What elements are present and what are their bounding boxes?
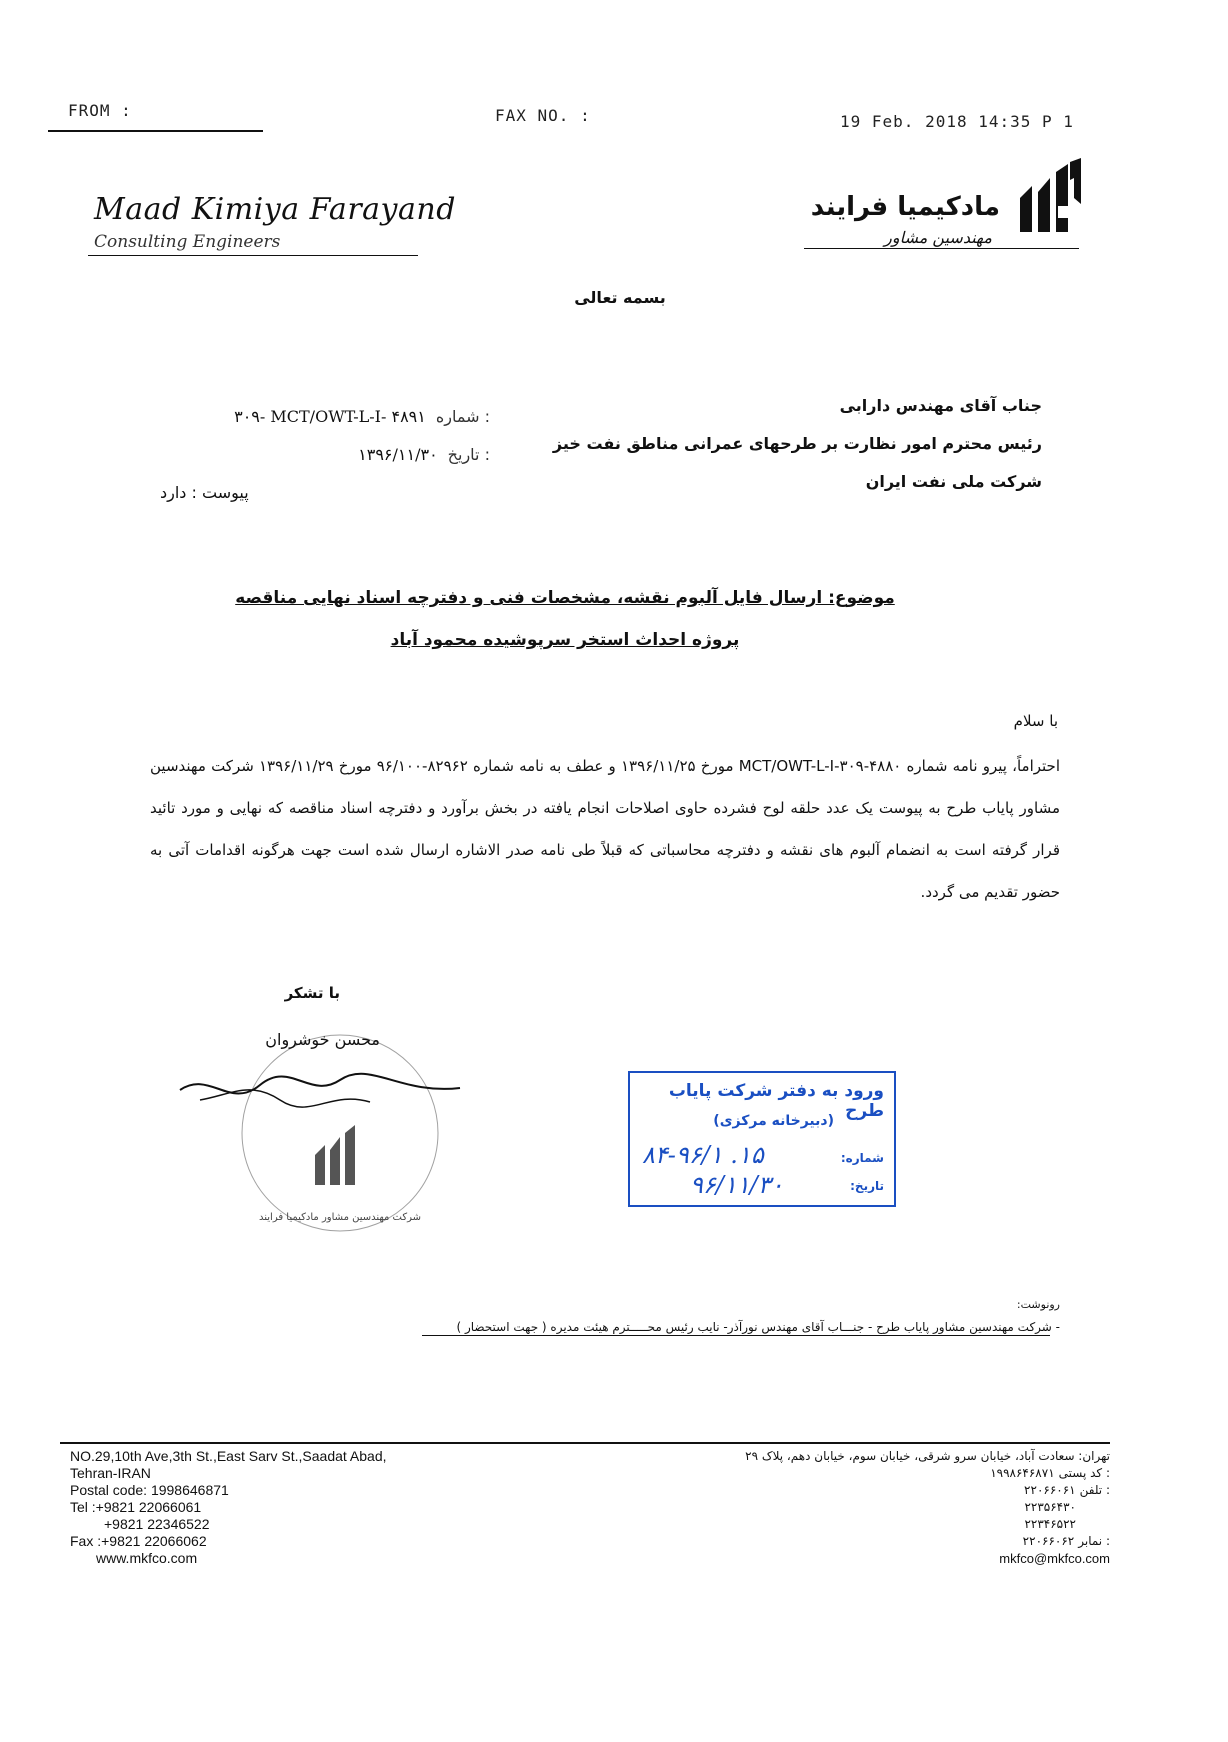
footer-postal-fa: ۱۹۹۸۶۴۶۸۷۱ — [990, 1466, 1055, 1480]
fax-from-label: FROM : — [68, 101, 132, 120]
subject-line-1: موضوع: ارسال فایل آلبوم نقشه، مشخصات فنی و دفترچه اسناد نهایی مناقصه — [235, 588, 895, 608]
letter-number-label: شماره : — [435, 407, 490, 426]
footer-contact-en — [70, 1448, 387, 1567]
cc-text: - شرکت مهندسین مشاور پایاب طرح - جنـــاب آقای مهندس نورآذر- نایب رئیس محـــــترم هیئت مدیره ( جهت استحضار ) — [456, 1320, 1060, 1334]
recipient-title: رئیس محترم امور نظارت بر طرحهای عمرانی مناطق نفت خیز — [552, 434, 1042, 453]
signature-icon — [170, 1050, 470, 1130]
footer-address-fa: تهران: سعادت آباد، خیابان سرو شرقی، خیابان سوم، خیابان دهم، پلاک ۲۹ — [745, 1449, 1110, 1463]
recipient-name: جناب آقای مهندس دارابی — [839, 396, 1042, 415]
cc-divider — [422, 1335, 1050, 1336]
stamp-title: ورود به دفتر شرکت پایاب طرح — [668, 1081, 884, 1121]
recipient-block — [482, 396, 1042, 510]
stamp-subtitle: (دبیرخانه مرکزی) — [713, 1113, 834, 1129]
bismillah-heading: بسمه تعالی — [574, 288, 666, 307]
footer-postal-code: Postal code: 1998646871 — [70, 1482, 229, 1498]
footer-tel-label-fa: تلفن : — [1079, 1483, 1110, 1497]
footer-fax: Fax :+9821 22066062 — [70, 1533, 207, 1549]
letter-number-row — [160, 407, 490, 445]
footer-tel-fa-2: ۲۲۳۵۶۴۳۰ — [1024, 1500, 1076, 1514]
footer-postal-label-fa: کد پستی : — [1058, 1466, 1110, 1480]
footer-divider — [60, 1442, 1110, 1444]
footer-tel-2: +9821 22346522 — [104, 1516, 210, 1532]
letter-number-value: ۳۰۹- MCT/OWT-L-I- ۴۸۹۱ — [234, 407, 426, 426]
signatory-name: محسن خوشروان — [265, 1030, 380, 1049]
greeting: با سلام — [1013, 712, 1058, 730]
letter-date-row — [160, 445, 490, 483]
letter-attachment: پیوست : دارد — [160, 483, 249, 502]
stamp-number-label: شماره: — [840, 1151, 884, 1165]
stamp-date-value: ۹۶/۱۱/۳۰ — [690, 1171, 784, 1199]
letter-body: احتراماً، پیرو نامه شماره ۴۸۸۰-MCT/OWT-L-I-۳۰۹ مورخ ۱۳۹۶/۱۱/۲۵ و عطف به نامه شماره ۸۲۹۶۲-۹۶/۱۰۰ مورخ ۱۳۹۶/۱۱/۲۹ شرکت مهندسین مشاور پایاب طرح به پیوست یک عدد حلقه لوح فشرده حاوی اصلاحات انجام یافته در بخش برآورد و دفترچه اسناد مناقصه که نهایی و مورد تائید قرار گرفته است به انضمام آلبوم های نقشه و دفترچه محاسباتی که قبلاً طی نامه صدر الاشاره ارسال شده است جهت هرگونه اقدامات آتی به حضور تقدیم می گردد. — [150, 757, 1060, 901]
company-subtitle-en: Consulting Engineers — [94, 232, 281, 252]
fax-date-time: 19 Feb. 2018 14:35 P 1 — [840, 112, 1074, 131]
letterhead-rule-left — [88, 255, 418, 256]
closing: با تشکر — [284, 984, 340, 1002]
subject-line-2: پروژه احداث استخر سرپوشیده محمود آباد — [390, 630, 740, 650]
footer-address-line-1: NO.29,10th Ave,3th St.,East Sarv St.,Saadat Abad, — [70, 1448, 387, 1464]
stamp-number-value: ۱۵. ۸۴-۹۶/۱ — [642, 1141, 764, 1169]
received-stamp — [628, 1071, 896, 1207]
stamp-date-label: تاریخ: — [850, 1179, 884, 1193]
footer-tel-fa-3: ۲۲۳۴۶۵۲۲ — [1024, 1517, 1076, 1531]
recipient-organization: شرکت ملی نفت ایران — [865, 472, 1042, 491]
letter-date-label: تاریخ : — [447, 445, 490, 464]
footer-tel-fa-1: ۲۲۰۶۶۰۶۱ — [1024, 1483, 1076, 1497]
letter-date-value: ۱۳۹۶/۱۱/۳۰ — [358, 445, 438, 464]
footer-tel-1: Tel :+9821 22066061 — [70, 1499, 202, 1515]
footer-contact-fa — [745, 1448, 1110, 1567]
company-logo-icon — [1018, 158, 1083, 234]
svg-text:شرکت مهندسین مشاور مادکیمیا فر: شرکت مهندسین مشاور مادکیمیا فرایند — [258, 1212, 422, 1223]
footer-fax-label-fa: نمابر : — [1078, 1534, 1110, 1548]
company-subtitle-fa: مهندسین مشاور — [884, 228, 992, 247]
footer-address-line-2: Tehran-IRAN — [70, 1465, 151, 1481]
company-name-fa: مادکیمیا فرایند — [810, 192, 1000, 222]
fax-number-label: FAX NO. : — [495, 106, 591, 125]
footer-website: www.mkfco.com — [96, 1550, 198, 1566]
footer-email[interactable]: mkfco@mkfco.com — [999, 1551, 1110, 1566]
subject-block — [220, 588, 910, 672]
letterhead-rule-right — [804, 248, 1079, 249]
letter-meta — [160, 407, 490, 521]
fax-header-divider — [48, 130, 263, 132]
company-name-en: Maad Kimiya Farayand — [94, 192, 456, 227]
footer-fax-fa: ۲۲۰۶۶۰۶۲ — [1022, 1534, 1075, 1548]
cc-title: رونوشت: — [1016, 1298, 1060, 1311]
